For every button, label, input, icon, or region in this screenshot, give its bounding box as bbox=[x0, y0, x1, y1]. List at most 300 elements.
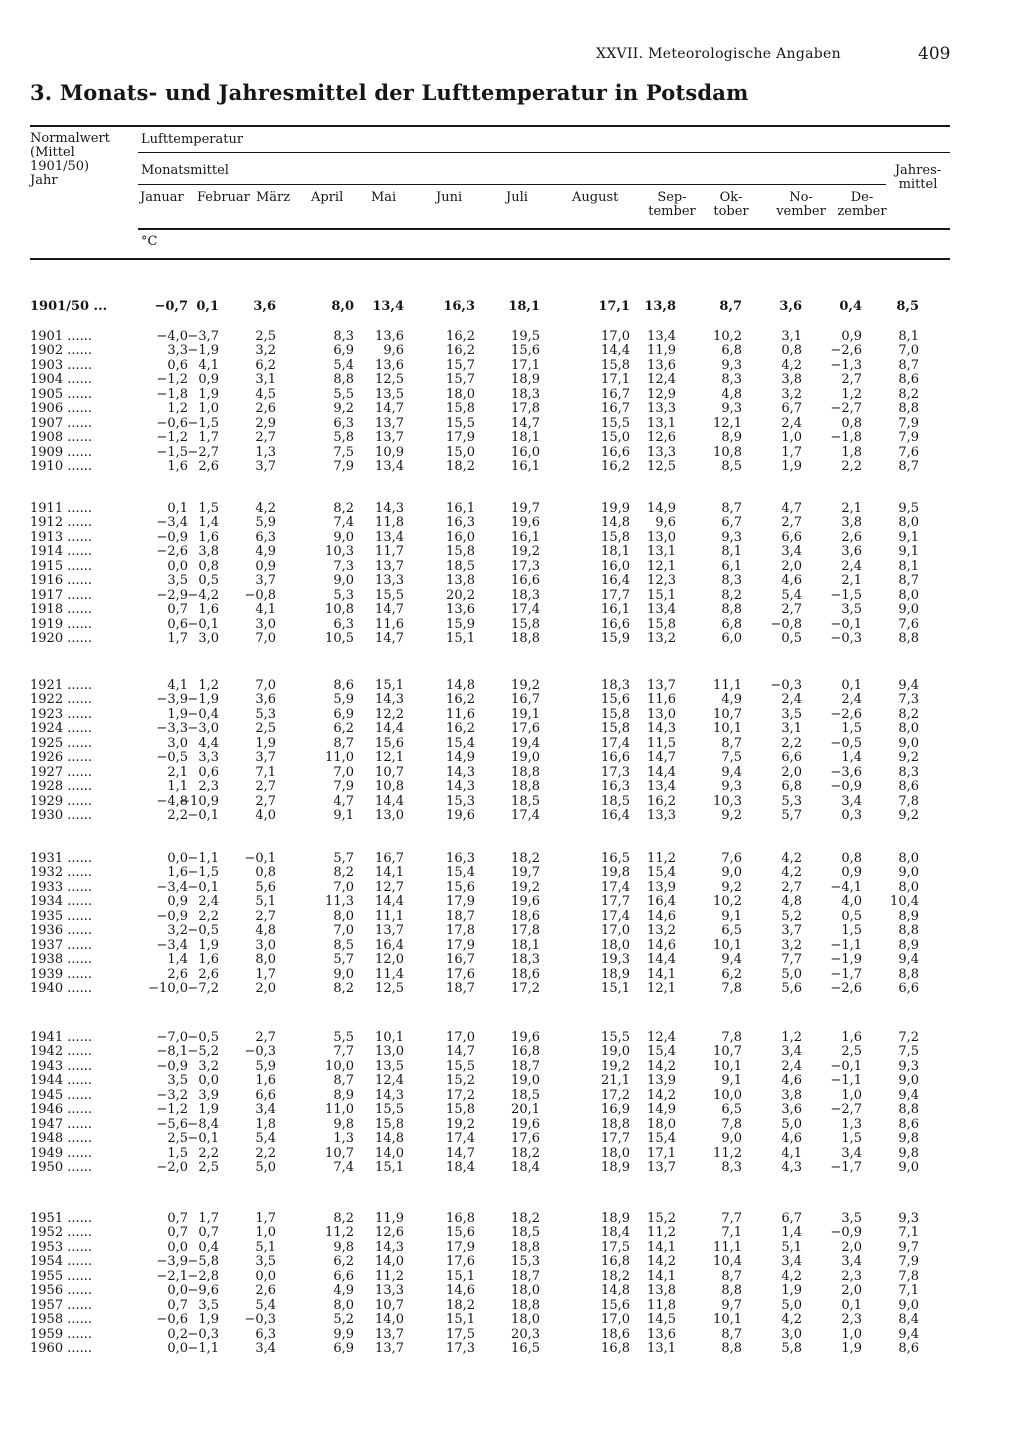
table-cell: 2,4 bbox=[198, 894, 219, 909]
table-cell: 16,4 bbox=[647, 894, 676, 909]
table-cell: 6,6 bbox=[781, 750, 802, 765]
table-cell: 5,0 bbox=[781, 1117, 802, 1132]
table-cell: 8,7 bbox=[333, 736, 354, 751]
table-cell: 18,3 bbox=[511, 387, 540, 402]
table-cell: 18,0 bbox=[647, 1117, 676, 1132]
annual-mean-cell: 9,4 bbox=[898, 952, 919, 967]
table-cell: 14,4 bbox=[647, 952, 676, 967]
table-cell: 11,9 bbox=[375, 1211, 404, 1226]
table-cell: 1,2 bbox=[841, 387, 862, 402]
table-cell: 20,3 bbox=[511, 1327, 540, 1342]
table-cell: 13,6 bbox=[647, 358, 676, 373]
table-cell: 11,8 bbox=[375, 515, 404, 530]
table-cell: 14,8 bbox=[375, 1131, 404, 1146]
table-cell: 10,8 bbox=[375, 779, 404, 794]
month-header-line: April bbox=[311, 190, 344, 205]
table-cell: 13,1 bbox=[647, 544, 676, 559]
table-cell: 8,7 bbox=[721, 736, 742, 751]
annual-mean-cell: 7,8 bbox=[898, 794, 919, 809]
table-cell: 6,3 bbox=[333, 416, 354, 431]
table-row-label: 1952 ...... bbox=[30, 1225, 93, 1240]
table-cell: −1,5 bbox=[187, 416, 219, 431]
table-cell: 1,9 bbox=[167, 707, 188, 722]
table-cell: −9,6 bbox=[187, 1283, 219, 1298]
table-cell: 14,9 bbox=[647, 501, 676, 516]
table-cell: 0,8 bbox=[781, 343, 802, 358]
table-cell: 4,8 bbox=[781, 894, 802, 909]
table-cell: 0,0 bbox=[167, 1240, 188, 1255]
table-cell: 1,6 bbox=[198, 952, 219, 967]
annual-mean-cell: 7,8 bbox=[898, 1269, 919, 1284]
table-cell: 9,4 bbox=[721, 952, 742, 967]
table-cell: 12,5 bbox=[375, 981, 404, 996]
table-cell: −0,4 bbox=[187, 707, 219, 722]
table-cell: 17,4 bbox=[601, 880, 630, 895]
table-cell: 3,6 bbox=[255, 692, 276, 707]
table-cell: 2,7 bbox=[255, 1030, 276, 1045]
annual-mean-cell: 7,0 bbox=[898, 343, 919, 358]
table-cell: 18,8 bbox=[511, 631, 540, 646]
table-cell: 11,6 bbox=[446, 707, 475, 722]
table-cell: 6,9 bbox=[333, 343, 354, 358]
month-header-line: vember bbox=[776, 204, 826, 219]
table-cell: 1,9 bbox=[198, 938, 219, 953]
table-row-label: 1955 ...... bbox=[30, 1269, 93, 1284]
table-cell: 6,2 bbox=[255, 358, 276, 373]
table-cell: 9,1 bbox=[721, 1073, 742, 1088]
table-cell: 19,1 bbox=[511, 707, 540, 722]
table-cell: 17,4 bbox=[601, 736, 630, 751]
table-cell: 14,2 bbox=[647, 1059, 676, 1074]
table-cell: 15,0 bbox=[601, 430, 630, 445]
table-cell: 7,9 bbox=[333, 779, 354, 794]
table-row-label: 1915 ...... bbox=[30, 559, 93, 574]
table-cell: 10,1 bbox=[713, 938, 742, 953]
annual-mean-cell: 7,2 bbox=[898, 1030, 919, 1045]
annual-mean-cell: 7,9 bbox=[898, 416, 919, 431]
table-cell: 13,5 bbox=[375, 387, 404, 402]
table-cell: 15,7 bbox=[446, 358, 475, 373]
table-cell: 0,6 bbox=[167, 617, 188, 632]
table-cell: 9,2 bbox=[721, 808, 742, 823]
table-cell: −7,0 bbox=[156, 1030, 188, 1045]
table-cell: 17,9 bbox=[446, 894, 475, 909]
table-cell: 4,7 bbox=[333, 794, 354, 809]
table-cell: 1,0 bbox=[198, 401, 219, 416]
table-cell: 0,9 bbox=[167, 894, 188, 909]
table-cell: 1,7 bbox=[781, 445, 802, 460]
annual-mean-cell: 7,9 bbox=[898, 430, 919, 445]
table-cell: 13,4 bbox=[375, 459, 404, 474]
table-cell: 15,0 bbox=[446, 445, 475, 460]
table-cell: 8,7 bbox=[333, 1073, 354, 1088]
table-row-label: 1954 ...... bbox=[30, 1254, 93, 1269]
table-cell: 8,5 bbox=[333, 938, 354, 953]
table-cell: 13,7 bbox=[375, 430, 404, 445]
table-cell: 1,8 bbox=[255, 1117, 276, 1132]
table-cell: 5,9 bbox=[255, 515, 276, 530]
table-cell: 3,1 bbox=[781, 329, 802, 344]
table-cell: 0,8 bbox=[198, 559, 219, 574]
table-cell: 3,5 bbox=[841, 602, 862, 617]
table-cell: 1,3 bbox=[255, 445, 276, 460]
table-cell: 7,5 bbox=[721, 750, 742, 765]
table-cell: −0,1 bbox=[244, 851, 276, 866]
table-cell: 7,5 bbox=[333, 445, 354, 460]
table-cell: 13,8 bbox=[647, 1283, 676, 1298]
table-cell: 13,2 bbox=[647, 631, 676, 646]
table-cell: 3,8 bbox=[781, 372, 802, 387]
annual-mean-cell: 10,4 bbox=[890, 894, 919, 909]
table-cell: 6,9 bbox=[333, 707, 354, 722]
annual-mean-cell: 8,6 bbox=[898, 1341, 919, 1356]
table-cell: 18,5 bbox=[511, 1225, 540, 1240]
table-cell: 4,9 bbox=[333, 1283, 354, 1298]
table-cell: −0,5 bbox=[187, 1030, 219, 1045]
annual-mean-cell: 8,7 bbox=[898, 358, 919, 373]
table-cell: 3,4 bbox=[841, 1254, 862, 1269]
table-cell: 18,2 bbox=[511, 851, 540, 866]
table-row-label: 1950 ...... bbox=[30, 1160, 93, 1175]
table-cell: 13,4 bbox=[372, 299, 404, 314]
table-cell: 14,4 bbox=[375, 721, 404, 736]
table-cell: 1,9 bbox=[781, 1283, 802, 1298]
table-cell: 10,5 bbox=[325, 631, 354, 646]
table-cell: 3,2 bbox=[781, 387, 802, 402]
annual-mean-cell: 8,0 bbox=[898, 880, 919, 895]
annual-mean-cell: 8,0 bbox=[898, 588, 919, 603]
table-cell: 19,2 bbox=[511, 544, 540, 559]
table-cell: 8,5 bbox=[721, 459, 742, 474]
table-cell: 16,2 bbox=[446, 692, 475, 707]
table-cell: 1,6 bbox=[198, 602, 219, 617]
table-cell: 15,5 bbox=[601, 1030, 630, 1045]
annual-mean-cell: 8,8 bbox=[898, 967, 919, 982]
table-row-label: 1943 ...... bbox=[30, 1059, 93, 1074]
table-row-label: 1927 ...... bbox=[30, 765, 93, 780]
table-cell: −1,5 bbox=[187, 865, 219, 880]
table-row-label: 1956 ...... bbox=[30, 1283, 93, 1298]
table-cell: 18,7 bbox=[446, 909, 475, 924]
table-row-label: 1945 ...... bbox=[30, 1088, 93, 1103]
table-cell: −1,1 bbox=[187, 1341, 219, 1356]
table-cell: 3,4 bbox=[841, 794, 862, 809]
table-row-label: 1938 ...... bbox=[30, 952, 93, 967]
table-cell: 0,1 bbox=[841, 1298, 862, 1313]
table-cell: 16,9 bbox=[601, 1102, 630, 1117]
table-cell: 18,0 bbox=[446, 387, 475, 402]
table-cell: 2,7 bbox=[255, 909, 276, 924]
table-cell: 0,0 bbox=[167, 851, 188, 866]
table-row-label: 1903 ...... bbox=[30, 358, 93, 373]
table-cell: 18,9 bbox=[601, 967, 630, 982]
table-cell: 4,6 bbox=[781, 1073, 802, 1088]
table-cell: 5,1 bbox=[781, 1240, 802, 1255]
table-cell: −5,8 bbox=[187, 1254, 219, 1269]
table-cell: 7,8 bbox=[721, 1117, 742, 1132]
table-cell: 14,9 bbox=[446, 750, 475, 765]
unit-label: °C bbox=[141, 234, 158, 249]
table-cell: 1,4 bbox=[198, 515, 219, 530]
table-cell: 2,5 bbox=[198, 1160, 219, 1175]
table-cell: 16,2 bbox=[446, 329, 475, 344]
table-cell: −0,5 bbox=[187, 923, 219, 938]
table-cell: 5,3 bbox=[255, 707, 276, 722]
month-header-line: tember bbox=[648, 204, 696, 219]
table-cell: 9,7 bbox=[721, 1298, 742, 1313]
table-cell: 10,1 bbox=[713, 1312, 742, 1327]
table-cell: 3,5 bbox=[167, 573, 188, 588]
table-cell: −8,1 bbox=[156, 1044, 188, 1059]
table-cell: 5,3 bbox=[333, 588, 354, 603]
table-cell: 1,0 bbox=[841, 1327, 862, 1342]
table-row-label: 1902 ...... bbox=[30, 343, 93, 358]
table-row-label: 1914 ...... bbox=[30, 544, 93, 559]
annual-mean-cell: 7,1 bbox=[898, 1225, 919, 1240]
table-cell: 4,1 bbox=[167, 678, 188, 693]
table-cell: −1,7 bbox=[830, 1160, 862, 1175]
table-cell: 12,4 bbox=[647, 372, 676, 387]
table-cell: 15,6 bbox=[601, 692, 630, 707]
table-cell: 3,5 bbox=[841, 1211, 862, 1226]
table-cell: 5,6 bbox=[781, 981, 802, 996]
table-cell: 18,1 bbox=[511, 430, 540, 445]
table-row-label: 1916 ...... bbox=[30, 573, 93, 588]
table-cell: 5,8 bbox=[333, 430, 354, 445]
table-cell: 18,6 bbox=[601, 1327, 630, 1342]
table-cell: −0,5 bbox=[830, 736, 862, 751]
table-cell: 13,0 bbox=[647, 530, 676, 545]
table-cell: 2,3 bbox=[841, 1312, 862, 1327]
table-cell: 3,0 bbox=[781, 1327, 802, 1342]
table-cell: −0,1 bbox=[187, 880, 219, 895]
table-cell: 7,0 bbox=[333, 880, 354, 895]
table-cell: 11,5 bbox=[647, 736, 676, 751]
month-header-line: August bbox=[572, 190, 619, 205]
table-cell: 13,1 bbox=[647, 416, 676, 431]
table-cell: 17,3 bbox=[601, 765, 630, 780]
table-cell: 2,5 bbox=[255, 329, 276, 344]
table-cell: 2,6 bbox=[198, 459, 219, 474]
table-cell: 16,3 bbox=[446, 851, 475, 866]
table-cell: −0,1 bbox=[830, 1059, 862, 1074]
table-cell: 16,7 bbox=[511, 692, 540, 707]
table-cell: 0,6 bbox=[167, 358, 188, 373]
annual-mean-cell: 6,6 bbox=[898, 981, 919, 996]
table-cell: 3,4 bbox=[255, 1341, 276, 1356]
table-cell: −0,3 bbox=[830, 631, 862, 646]
table-cell: 3,3 bbox=[167, 343, 188, 358]
month-header-line: No- bbox=[789, 190, 813, 205]
table-cell: 4,3 bbox=[781, 1160, 802, 1175]
table-cell: 15,5 bbox=[375, 588, 404, 603]
table-cell: 9,0 bbox=[721, 865, 742, 880]
month-header-line: Ok- bbox=[719, 190, 743, 205]
table-cell: 14,1 bbox=[647, 1240, 676, 1255]
table-row-label: 1913 ...... bbox=[30, 530, 93, 545]
table-cell: 3,6 bbox=[253, 299, 276, 314]
stub-line: Normalwert bbox=[30, 131, 110, 146]
table-cell: 11,1 bbox=[375, 909, 404, 924]
table-cell: 1,4 bbox=[781, 1225, 802, 1240]
table-cell: 8,7 bbox=[721, 501, 742, 516]
table-cell: 2,2 bbox=[198, 1146, 219, 1161]
table-cell: 15,6 bbox=[601, 1298, 630, 1313]
annual-mean-cell: 8,6 bbox=[898, 372, 919, 387]
table-cell: −1,5 bbox=[156, 445, 188, 460]
annual-mean-cell: 8,7 bbox=[898, 459, 919, 474]
table-cell: 11,9 bbox=[647, 343, 676, 358]
table-cell: −3,4 bbox=[156, 938, 188, 953]
annual-mean-cell: 9,0 bbox=[898, 602, 919, 617]
table-cell: 19,9 bbox=[601, 501, 630, 516]
table-cell: 14,7 bbox=[511, 416, 540, 431]
table-cell: 16,2 bbox=[601, 459, 630, 474]
table-cell: 5,9 bbox=[255, 1059, 276, 1074]
table-cell: 2,3 bbox=[841, 1269, 862, 1284]
table-cell: 12,1 bbox=[713, 416, 742, 431]
table-cell: 7,0 bbox=[333, 923, 354, 938]
table-cell: 12,5 bbox=[375, 372, 404, 387]
table-cell: 17,0 bbox=[601, 923, 630, 938]
table-cell: 17,2 bbox=[511, 981, 540, 996]
table-cell: 2,5 bbox=[841, 1044, 862, 1059]
table-cell: 10,1 bbox=[375, 1030, 404, 1045]
table-cell: 15,5 bbox=[446, 416, 475, 431]
table-cell: 18,9 bbox=[601, 1160, 630, 1175]
table-cell: 8,0 bbox=[333, 1298, 354, 1313]
table-cell: 0,0 bbox=[255, 1269, 276, 1284]
annual-mean-cell: 8,2 bbox=[898, 387, 919, 402]
table-cell: 16,7 bbox=[446, 952, 475, 967]
table-row-label: 1926 ...... bbox=[30, 750, 93, 765]
table-cell: 15,1 bbox=[446, 631, 475, 646]
table-cell: 2,0 bbox=[781, 559, 802, 574]
table-cell: 4,1 bbox=[198, 358, 219, 373]
table-row-label: 1957 ...... bbox=[30, 1298, 93, 1313]
table-cell: −0,1 bbox=[830, 617, 862, 632]
table-cell: 0,3 bbox=[841, 808, 862, 823]
annual-mean-cell: 9,0 bbox=[898, 865, 919, 880]
table-cell: 16,5 bbox=[511, 1341, 540, 1356]
table-cell: 17,6 bbox=[446, 1254, 475, 1269]
table-cell: 14,2 bbox=[647, 1254, 676, 1269]
table-cell: 15,9 bbox=[601, 631, 630, 646]
table-cell: 17,1 bbox=[647, 1146, 676, 1161]
table-cell: 15,3 bbox=[511, 1254, 540, 1269]
table-row-label: 1960 ...... bbox=[30, 1341, 93, 1356]
table-cell: 6,3 bbox=[255, 1327, 276, 1342]
table-cell: 8,0 bbox=[331, 299, 354, 314]
table-cell: 13,3 bbox=[647, 808, 676, 823]
table-cell: −0,8 bbox=[244, 588, 276, 603]
table-row-label: 1910 ...... bbox=[30, 459, 93, 474]
table-cell: 17,4 bbox=[446, 1131, 475, 1146]
table-cell: 1,9 bbox=[255, 736, 276, 751]
table-cell: 14,6 bbox=[446, 1283, 475, 1298]
table-cell: −0,3 bbox=[187, 1327, 219, 1342]
annual-mean-cell: 8,4 bbox=[898, 1312, 919, 1327]
table-cell: 13,9 bbox=[647, 880, 676, 895]
table-cell: 7,1 bbox=[721, 1225, 742, 1240]
table-row-label: 1912 ...... bbox=[30, 515, 93, 530]
group-label: Lufttemperatur bbox=[141, 132, 244, 147]
table-row-label: 1919 ...... bbox=[30, 617, 93, 632]
table-cell: 16,2 bbox=[446, 343, 475, 358]
table-cell: 2,4 bbox=[841, 692, 862, 707]
table-cell: 15,6 bbox=[446, 880, 475, 895]
table-cell: −3,7 bbox=[187, 329, 219, 344]
table-row-label: 1951 ...... bbox=[30, 1211, 93, 1226]
table-cell: 17,4 bbox=[601, 909, 630, 924]
annual-mean-cell: 8,6 bbox=[898, 1117, 919, 1132]
table-cell: 13,8 bbox=[644, 299, 676, 314]
table-cell: −0,9 bbox=[156, 909, 188, 924]
table-row-label: 1923 ...... bbox=[30, 707, 93, 722]
table-row-label: 1908 ...... bbox=[30, 430, 93, 445]
table-cell: 17,4 bbox=[511, 602, 540, 617]
table-cell: 16,7 bbox=[601, 387, 630, 402]
table-cell: 7,0 bbox=[255, 678, 276, 693]
table-cell: 17,0 bbox=[446, 1030, 475, 1045]
table-cell: 3,7 bbox=[255, 459, 276, 474]
table-row-label: 1942 ...... bbox=[30, 1044, 93, 1059]
table-cell: 18,0 bbox=[511, 1312, 540, 1327]
table-cell: 13,4 bbox=[375, 530, 404, 545]
table-cell: 9,2 bbox=[721, 880, 742, 895]
table-cell: 17,7 bbox=[601, 1131, 630, 1146]
table-cell: 15,8 bbox=[375, 1117, 404, 1132]
annual-mean-cell: 7,9 bbox=[898, 1254, 919, 1269]
table-cell: 10,8 bbox=[325, 602, 354, 617]
table-cell: 18,6 bbox=[511, 967, 540, 982]
table-row-label: 1941 ...... bbox=[30, 1030, 93, 1045]
table-cell: 4,5 bbox=[255, 387, 276, 402]
month-header-line: Februar bbox=[197, 190, 250, 205]
table-cell: 14,6 bbox=[647, 938, 676, 953]
table-cell: 12,1 bbox=[647, 981, 676, 996]
table-cell: 6,2 bbox=[333, 1254, 354, 1269]
table-cell: 16,3 bbox=[446, 515, 475, 530]
table-cell: 19,6 bbox=[511, 1117, 540, 1132]
table-cell: −1,3 bbox=[830, 358, 862, 373]
table-cell: 3,5 bbox=[198, 1298, 219, 1313]
table-cell: 17,5 bbox=[601, 1240, 630, 1255]
table-cell: 5,9 bbox=[333, 692, 354, 707]
table-cell: 18,2 bbox=[601, 1269, 630, 1284]
table-cell: 15,1 bbox=[647, 588, 676, 603]
table-cell: 15,1 bbox=[375, 1160, 404, 1175]
table-cell: 15,5 bbox=[601, 416, 630, 431]
table-cell: 4,9 bbox=[721, 692, 742, 707]
table-cell: 13,7 bbox=[375, 416, 404, 431]
table-cell: 0,9 bbox=[841, 865, 862, 880]
table-cell: 17,0 bbox=[601, 329, 630, 344]
table-cell: 16,8 bbox=[601, 1254, 630, 1269]
table-cell: −2,0 bbox=[156, 1160, 188, 1175]
table-cell: 8,8 bbox=[333, 372, 354, 387]
table-cell: 0,6 bbox=[198, 765, 219, 780]
table-cell: 1,6 bbox=[841, 1030, 862, 1045]
table-row-label: 1906 ...... bbox=[30, 401, 93, 416]
table-cell: 19,0 bbox=[601, 1044, 630, 1059]
table-cell: 8,3 bbox=[721, 573, 742, 588]
table-row-label: 1939 ...... bbox=[30, 967, 93, 982]
table-cell: 4,2 bbox=[781, 358, 802, 373]
table-cell: 0,8 bbox=[255, 865, 276, 880]
table-cell: 13,4 bbox=[647, 602, 676, 617]
table-cell: 13,1 bbox=[647, 1341, 676, 1356]
